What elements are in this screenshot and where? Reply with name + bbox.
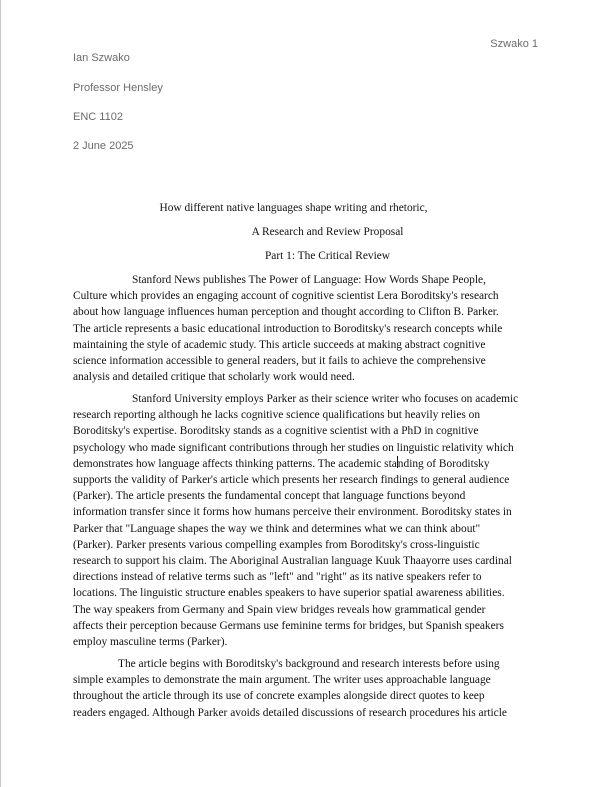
paragraph-1-line: about how language influences human perception and thought according to Clifton B. Parker. [73, 306, 499, 319]
paragraph-2-line: (Parker). Parker presents various compelling examples from Boroditsky's cross-linguistic [73, 538, 480, 551]
paragraph-2-line: The way speakers from Germany and Spain view bridges reveals how grammatical gender [73, 603, 486, 616]
paragraph-2-line: (Parker). The article presents the fundamental concept that language functions beyond [73, 490, 466, 503]
caret-text-after: nding of Boroditsky [397, 457, 490, 470]
paragraph-2-line: supports the validity of Parker's article which presents her research findings to general audience [73, 474, 510, 487]
title-line-1: How different native languages shape writing and rhetoric, [159, 202, 428, 214]
paragraph-2-line: employ masculine terms (Parker). [73, 636, 228, 649]
professor-name: Professor Hensley [73, 82, 163, 94]
paragraph-2-line: Parker that "Language shapes the way we think and determines what we can think about" [73, 522, 481, 535]
paragraph-3-line: simple examples to demonstrate the main argument. The writer uses approachable language [73, 674, 491, 687]
paragraph-1-line: The article represents a basic educational introduction to Boroditsky's research concepts while [73, 322, 503, 335]
paragraph-2-line: locations. The linguistic structure enables speakers to have superior spatial awareness abilities. [73, 587, 505, 600]
paragraph-1-line: analysis and detailed critique that scholarly work would need. [73, 371, 355, 384]
section-heading: Part 1: The Critical Review [264, 250, 391, 262]
paragraph-1-line: Culture which provides an engaging account of cognitive scientist Lera Boroditsky's research [73, 290, 499, 303]
paragraph-1-line: maintaining the style of academic study. This article succeeds at making abstract cognitive [73, 338, 486, 351]
paragraph-2-line: information transfer since it forms how humans perceive their environment. Boroditsky states in [73, 506, 512, 519]
paragraph-2-line: Boroditsky's expertise. Boroditsky stands as a cognitive scientist with a PhD in cognitive [73, 425, 479, 438]
paragraph-2-line: directions instead of relative terms such as "left" and "right" as its native speakers refer to [73, 571, 482, 584]
paragraph-3 [73, 656, 542, 721]
paragraph-3-line: The article begins with Boroditsky's background and research interests before using [118, 658, 500, 670]
paragraph-2-line: research to support his claim. The Aboriginal Australian language Kuuk Thaayorre uses cardinal [73, 555, 512, 568]
paragraph-1-line: science information accessible to general readers, but it fails to achieve the comprehensive [73, 355, 486, 368]
paragraph-2-line-with-caret [73, 456, 542, 472]
paragraph-1 [73, 272, 542, 385]
paragraph-2 [73, 391, 542, 650]
paragraph-2-line: psychology who made significant contributions through her studies on linguistic relativity which [73, 441, 514, 454]
running-header: Szwako 1 [490, 38, 538, 50]
title-line-2: A Research and Review Proposal [251, 226, 404, 238]
student-name: Ian Szwako [73, 52, 130, 64]
paragraph-2-line: research reporting although he lacks cognitive science qualifications but heavily relies on [73, 409, 481, 422]
caret-text-before: demonstrates how language affects thinking patterns. The academic sta [73, 457, 397, 470]
paragraph-3-line: readers engaged. Although Parker avoids detailed discussions of research procedures his article [73, 706, 507, 719]
paragraph-2-line: Stanford University employs Parker as their science writer who focuses on academic [132, 393, 519, 405]
course-name: ENC 1102 [73, 111, 123, 123]
paragraph-2-line: affects their perception because Germans use feminine terms for bridges, but Spanish speakers [73, 619, 504, 632]
date: 2 June 2025 [73, 140, 134, 152]
paragraph-1-line: Stanford News publishes The Power of Language: How Words Shape People, [132, 274, 486, 286]
paragraph-3-line: throughout the article through its use of concrete examples alongside direct quotes to keep [73, 690, 485, 703]
